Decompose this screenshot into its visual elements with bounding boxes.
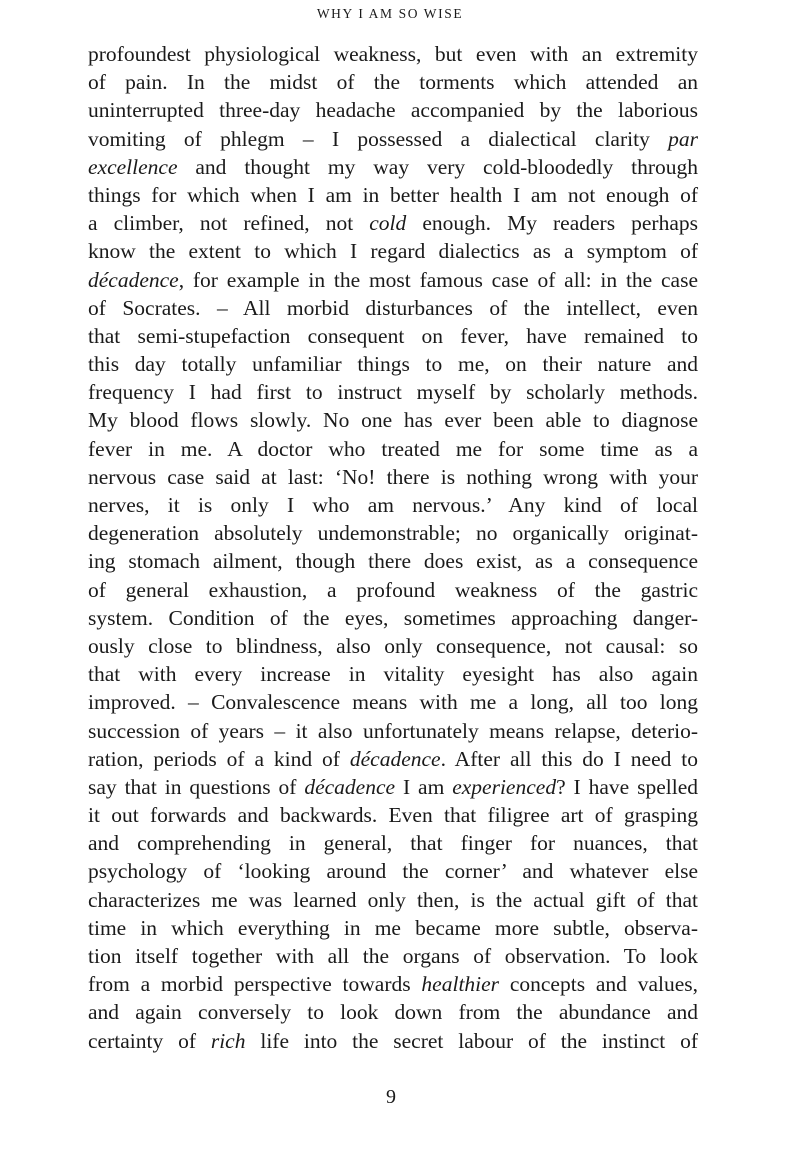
running-head: WHY I AM SO WISE (316, 6, 464, 21)
text-run: nervous case said at last: ‘No! there is nothing wrong with your (88, 464, 698, 489)
text-line (88, 829, 698, 857)
text-line (88, 998, 698, 1026)
text-line (88, 632, 698, 660)
text-run: of pain. In the midst of the torments which attended an (88, 70, 698, 95)
text-run: vomiting of phlegm – I possessed a dialectical clarity (88, 126, 669, 151)
text-run: I am (395, 774, 453, 799)
text-run: know the extent to which I regard dialectics as a symptom of (88, 239, 698, 264)
italic-run: cold (369, 211, 407, 236)
text-line (88, 125, 698, 153)
text-line (88, 660, 698, 688)
italic-run: décadence (304, 774, 396, 799)
text-line (88, 857, 698, 885)
text-line (88, 491, 698, 519)
text-run: certainty of (88, 1028, 211, 1053)
text-run: of Socrates. – All morbid disturbances of the intellect, even (88, 295, 698, 320)
text-run: concepts and values, (499, 972, 699, 997)
text-run: say that in questions of (88, 774, 305, 799)
text-run: this day totally unfamiliar things to me, on their nature and (88, 352, 698, 377)
italic-run: décadence (88, 267, 179, 292)
text-run: improved. – Convalescence means with me a long, all too long (88, 690, 698, 715)
text-line (88, 942, 698, 970)
text-run: fever in me. A doctor who treated me for some time as a (88, 436, 698, 461)
text-run: ration, periods of a kind of (88, 746, 350, 771)
text-line (88, 801, 698, 829)
text-line (88, 266, 698, 294)
text-line (88, 604, 698, 632)
text-line (88, 688, 698, 716)
text-line (88, 435, 698, 463)
text-line (88, 96, 698, 124)
text-run: from a morbid perspective towards (88, 972, 422, 997)
text-run: that with every increase in vitality eyesight has also again (88, 662, 698, 687)
text-run: tion itself together with all the organs of observation. To look (88, 944, 698, 968)
text-line (88, 1027, 698, 1055)
italic-run: par (668, 126, 698, 151)
text-line (88, 745, 698, 773)
text-line (88, 717, 698, 745)
italic-run: healthier (421, 972, 500, 997)
text-line (88, 970, 698, 998)
text-line (88, 378, 698, 406)
text-run: profoundest physiological weakness, but even with an extremity (88, 42, 698, 66)
text-run: life into the secret labour of the instinct of (245, 1028, 698, 1053)
text-run: ing stomach ailment, though there does exist, as a consequence (88, 549, 698, 574)
text-line (88, 322, 698, 350)
text-run: uninterrupted three-day headache accompanied by the laborious (88, 98, 698, 123)
text-line (88, 181, 698, 209)
text-line (88, 406, 698, 434)
italic-run: rich (210, 1028, 246, 1053)
text-line (88, 209, 698, 237)
text-run: of general exhaustion, a profound weakness of the gastric (88, 577, 698, 602)
text-run: and comprehending in general, that finger for nuances, that (88, 831, 698, 856)
text-run: it out forwards and backwards. Even that filigree art of grasping (88, 803, 698, 828)
page-number: 9 (386, 1086, 396, 1108)
text-run: ously close to blindness, also only consequence, not causal: so (88, 633, 698, 658)
text-line (88, 576, 698, 604)
text-line (88, 294, 698, 322)
text-run: and again conversely to look down from the abundance and (88, 1000, 698, 1025)
body-text (88, 40, 698, 1055)
text-run: system. Condition of the eyes, sometimes approaching danger- (88, 605, 698, 630)
text-run: and thought my way very cold-bloodedly through (177, 154, 698, 179)
italic-run: décadence (349, 746, 441, 771)
text-run: My blood flows slowly. No one has ever been able to diagnose (88, 408, 698, 433)
text-run: degeneration absolutely undemonstrable; no organically originat- (88, 521, 698, 546)
text-run: enough. My readers perhaps (406, 211, 698, 236)
text-run: ? I have spelled (556, 774, 699, 799)
text-run: frequency I had first to instruct myself by scholarly methods. (88, 380, 698, 405)
text-run: . After all this do I need to (440, 746, 699, 771)
text-line (88, 886, 698, 914)
text-run: succession of years – it also unfortunately means relapse, deterio- (88, 718, 698, 743)
text-line (88, 237, 698, 265)
text-run: psychology of ‘looking around the corner’ and whatever else (88, 859, 698, 884)
text-line (88, 153, 698, 181)
text-run: things for which when I am in better health I am not enough of (88, 182, 698, 207)
text-line (88, 773, 698, 801)
text-run: that semi-stupefaction consequent on fever, have remained to (88, 323, 698, 348)
text-run: a climber, not refined, not (88, 211, 370, 236)
text-line (88, 914, 698, 942)
text-run: , for example in the most famous case of all: in the case (178, 267, 698, 292)
italic-run: excellence (88, 154, 178, 179)
text-run: characterizes me was learned only then, is the actual gift of that (88, 887, 698, 912)
italic-run: experienced (452, 774, 557, 799)
text-line (88, 547, 698, 575)
text-run: time in which everything in me became more subtle, observa- (88, 915, 698, 940)
text-line (88, 519, 698, 547)
text-run: nerves, it is only I who am nervous.’ Any kind of local (88, 493, 698, 517)
text-line (88, 40, 698, 68)
text-line (88, 463, 698, 491)
text-line (88, 68, 698, 96)
text-line (88, 350, 698, 378)
